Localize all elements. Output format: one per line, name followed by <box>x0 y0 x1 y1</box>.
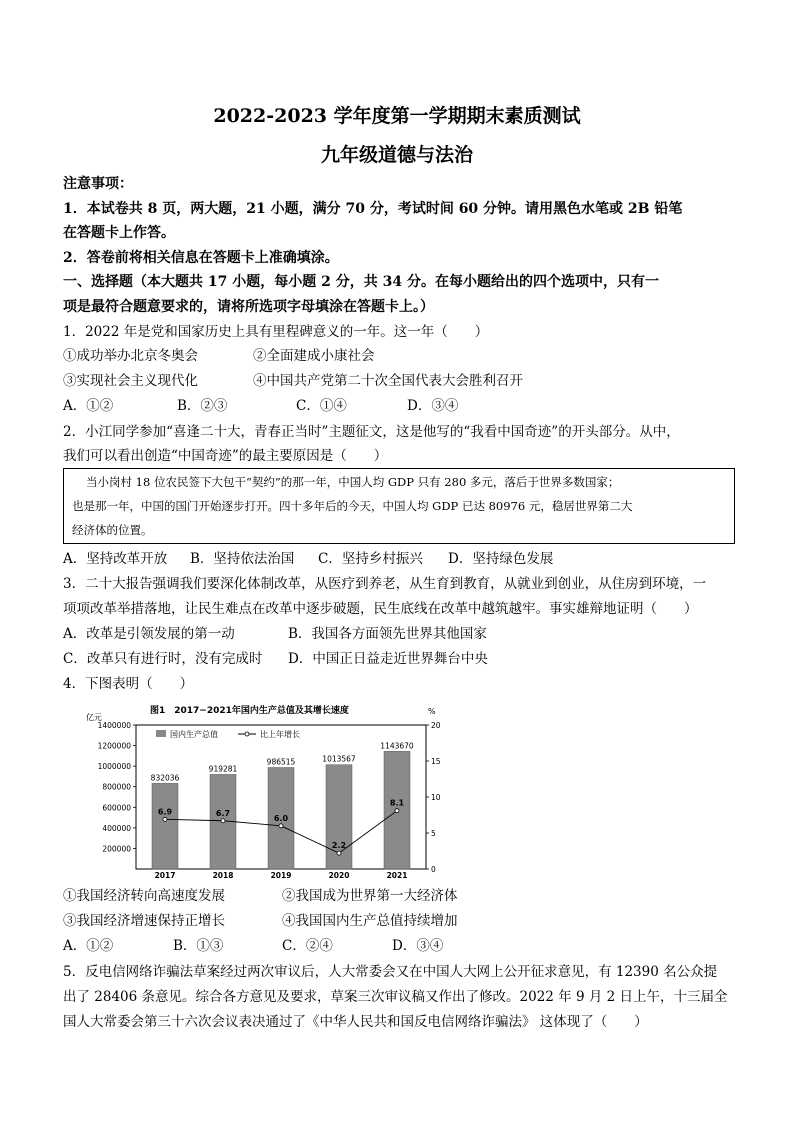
q5-line-1: 5．反电信网络诈骗法草案经过两次审议后，人大常委会又在中国人大网上公开征求意见，有 12390 名公众提 <box>63 964 718 980</box>
left-tick-label: 1400000 <box>97 721 131 730</box>
growth-rate-point <box>337 851 341 855</box>
gdp-bar-value-label: 832036 <box>150 773 180 783</box>
q1-option-c: C．①④ <box>296 398 347 414</box>
q1-option-a: A．①② <box>63 398 114 414</box>
q4-stem: 4．下图表明（ ） <box>63 676 194 692</box>
q3-stem-1: 3．二十大报告强调我们要深化体制改革，从医疗到养老，从生育到教育，从就业到创业，从住房到环境，一 <box>63 576 707 592</box>
right-tick-label: 0 <box>431 865 436 874</box>
growth-rate-label: 6.7 <box>215 808 231 818</box>
notice-heading: 注意事项： <box>63 176 133 192</box>
q2-material-line-3: 经济体的位置。 <box>72 523 153 537</box>
growth-rate-label: 6.9 <box>157 807 173 817</box>
q1-statement-1: ①成功举办北京冬奥会 <box>63 348 198 364</box>
q4-option-c: C．②④ <box>282 938 333 954</box>
right-tick-label: 15 <box>431 757 441 766</box>
section-heading-2: 项是最符合题意要求的，请将所选项字母填涂在答题卡上。） <box>63 299 434 315</box>
legend-swatch-bar <box>156 730 166 737</box>
q3-option-d: D．中国正日益走近世界舞台中央 <box>288 651 488 667</box>
gdp-bar <box>152 783 178 869</box>
growth-rate-label: 8.1 <box>389 798 405 808</box>
q2-option-b: B．坚持依法治国 <box>190 551 295 567</box>
notice-item-1b: 在答题卡上作答。 <box>63 225 175 241</box>
q2-material-box <box>63 468 735 544</box>
q2-stem-2: 我们可以看出创造“中国奇迹”的最主要原因是（ ） <box>63 448 388 464</box>
q2-material-line-2: 也是那一年，中国的国门开始逐步打开。四十多年后的今天，中国人均 GDP 已达 80976 元，稳居世界第二大 <box>72 499 633 513</box>
x-tick-label: 2018 <box>212 871 234 878</box>
right-tick-label: 5 <box>431 829 436 838</box>
left-tick-label: 400000 <box>102 823 131 833</box>
growth-rate-point <box>163 817 167 821</box>
x-tick-label: 2021 <box>386 871 408 878</box>
q1-stem: 1．2022 年是党和国家历史上具有里程碑意义的一年。这一年（ ） <box>63 324 489 340</box>
q2-stem-1: 2．小江同学参加“喜逢二十大，青春正当时”主题征文，这是他写的“我看中国奇迹”的开头部分。从中， <box>63 424 680 440</box>
growth-rate-label: 2.2 <box>331 841 347 851</box>
x-tick-label: 2019 <box>270 871 292 878</box>
q3-option-c: C．改革只有进行时，没有完成时 <box>63 651 263 667</box>
growth-rate-point <box>395 809 399 813</box>
legend-label-growth: 比上年增长 <box>260 730 300 739</box>
q1-statement-2: ②全面建成小康社会 <box>253 348 375 364</box>
chart-title: 图1 2017−2021年国内生产总值及其增长速度 <box>150 706 349 716</box>
growth-rate-point <box>221 819 225 823</box>
exam-title: 2022-2023 学年度第一学期期末素质测试 <box>213 105 581 127</box>
right-tick-label: 20 <box>431 721 441 730</box>
gdp-bar-value-label: 986515 <box>266 757 296 767</box>
left-axis-unit: 亿元 <box>86 713 102 722</box>
gdp-bar-value-label: 919281 <box>208 764 238 774</box>
q2-material-line-1: 当小岗村 18 位农民签下大包干“契约”的那一年，中国人均 GDP 只有 280 多元，落后于世界多数国家； <box>86 475 620 489</box>
gdp-bar-value-label: 1143670 <box>380 741 414 751</box>
q1-option-b: B．②③ <box>177 398 228 414</box>
q4-statement-2: ②我国成为世界第一大经济体 <box>282 888 458 904</box>
exam-subject: 九年级道德与法治 <box>320 144 473 166</box>
x-tick-label: 2020 <box>328 871 350 878</box>
growth-rate-point <box>279 824 283 828</box>
growth-rate-label: 6.0 <box>273 813 289 823</box>
q4-option-d: D．③④ <box>392 938 444 954</box>
q4-option-a: A．①② <box>63 938 114 954</box>
q1-statement-3: ③实现社会主义现代化 <box>63 373 198 389</box>
right-axis-unit: % <box>428 707 436 716</box>
legend-label-gdp: 国内生产总值 <box>170 730 218 739</box>
q2-option-c: C．坚持乡村振兴 <box>318 551 423 567</box>
left-tick-label: 600000 <box>102 803 131 813</box>
left-tick-label: 1200000 <box>97 741 131 751</box>
q5-line-2: 出了 28406 条意见。综合各方意见及要求，草案三次审议稿又作出了修改。2022 年 9 月 2 日上午，十三届全 <box>63 989 728 1005</box>
section-heading-1: 一、选择题（本大题共 17 小题，每小题 2 分，共 34 分。在每小题给出的四个选项中，只有一 <box>63 274 659 290</box>
notice-item-1a: 1．本试卷共 8 页，两大题，21 小题，满分 70 分，考试时间 60 分钟。请用黑色水笔或 2B 铅笔 <box>63 201 683 217</box>
left-tick-label: 200000 <box>102 844 131 854</box>
q3-option-a: A．改革是引领发展的第一动 <box>63 626 235 642</box>
q3-option-b: B．我国各方面领先世界其他国家 <box>288 626 487 642</box>
q4-statement-4: ④我国国内生产总值持续增加 <box>282 913 458 929</box>
q1-option-d: D．③④ <box>407 398 459 414</box>
left-tick-label: 1000000 <box>97 762 131 772</box>
x-tick-label: 2017 <box>154 871 176 878</box>
q2-option-a: A．坚持改革开放 <box>63 551 168 567</box>
legend-swatch-dot <box>245 732 249 736</box>
q2-option-d: D．坚持绿色发展 <box>448 551 554 567</box>
q4-statement-1: ①我国经济转向高速度发展 <box>63 888 225 904</box>
q1-statement-4: ④中国共产党第二十次全国代表大会胜利召开 <box>253 373 523 389</box>
right-tick-label: 10 <box>431 793 441 802</box>
q5-line-3: 国人大常委会第三十六次会议表决通过了《中华人民共和国反电信网络诈骗法》 这体现了（ ） <box>63 1014 648 1030</box>
q3-stem-2: 项项改革举措落地，让民生难点在改革中逐步破题，民生底线在改革中越筑越牢。事实雄辩地证明（ ） <box>63 601 698 617</box>
notice-item-2: 2．答卷前将相关信息在答题卡上准确填涂。 <box>63 250 339 266</box>
q4-option-b: B．①③ <box>173 938 224 954</box>
left-tick-label: 800000 <box>102 782 131 792</box>
gdp-bar-value-label: 1013567 <box>322 754 356 764</box>
gdp-chart <box>80 698 452 878</box>
q4-statement-3: ③我国经济增速保持正增长 <box>63 913 225 929</box>
